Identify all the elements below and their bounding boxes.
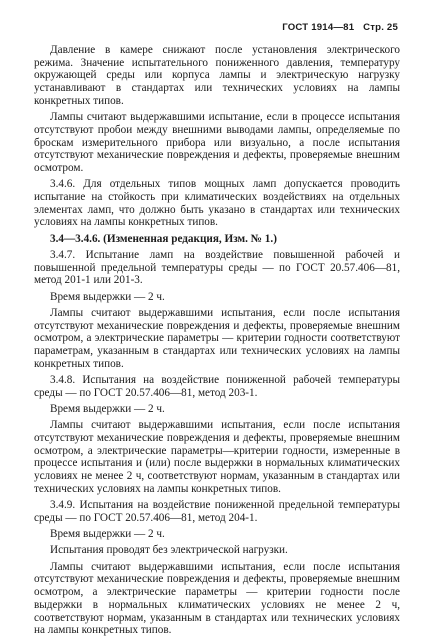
- standard-number: ГОСТ 1914—81: [282, 22, 355, 33]
- document-page: [34, 0, 400, 637]
- paragraph: 3.4.9. Испытания на воздействие пониженной предельной температуры среды — по ГОСТ 20.57.406—81, метод 204-1.: [34, 499, 400, 524]
- paragraph: Давление в камере снижают после установления электрического режима. Значение испытательного пониженного давления, температуру окружающей среды или корпуса лампы и электрическую нагрузку устанавливают в стандартах или технических условиях на лампы конкретных типов.: [34, 44, 400, 107]
- paragraph: 3.4.7. Испытание ламп на воздействие повышенной рабочей и повышенной предельной температуры среды — по ГОСТ 20.57.406—81, метод 201-1 или 201-3.: [34, 248, 400, 287]
- paragraph: Лампы считают выдержавшими испытания, если после испытания отсутствуют механические повреждения и дефекты, проверяемые внешним осмотром, а электрические параметры — критерии годности соответствуют параметрам, указанным в стандартах или технических условиях на лампы конкретных типов.: [34, 306, 400, 370]
- paragraph: Лампы считают выдержавшими испытания, если после испытания отсутствуют механические повреждения и дефекты, проверяемые внешним осмотром, а электрические параметры—критерии годности, измеренные в процессе испытания и (или) после выдержки в нормальных климатических условиях не менее 2 ч, соответствуют нормам, указанным в стандартах или технических условиях на лампы конкретных типов.: [34, 419, 400, 495]
- paragraph: Время выдержки — 2 ч.: [50, 403, 165, 416]
- page-number: Стр. 25: [363, 22, 398, 33]
- document-body: [34, 44, 400, 637]
- paragraph: Лампы считают выдержавшими испытание, если в процессе испытания отсутствуют пробои между внешними выводами лампы, определяемые по броскам измерительного прибора или визуально, а после испытания отсутствуют механические повреждения и дефекты, проверяемые внешним осмотром.: [34, 111, 400, 174]
- paragraph: Время выдержки — 2 ч.: [50, 528, 165, 541]
- paragraph: Лампы считают выдержавшими испытания, если после испытания отсутствуют механические повреждения и дефекты, проверяемые внешним осмотром, а электрические параметры — критерии годности после выдержки в нормальных климатических условиях не менее 2 ч, соответствуют нормам, указанным в стандартах или технических условиях на лампы конкретных типов.: [34, 560, 400, 637]
- paragraph: 3.4.8. Испытания на воздействие пониженной рабочей температуры среды — по ГОСТ 20.57.406—81, метод 203-1.: [34, 374, 400, 399]
- page-header: [282, 22, 398, 33]
- amendment-note: 3.4—3.4.6. (Измененная редакция, Изм. № 1.): [50, 232, 277, 245]
- paragraph: Время выдержки — 2 ч.: [50, 290, 165, 303]
- paragraph: 3.4.6. Для отдельных типов мощных ламп допускается проводить испытание на стойкость при климатических воздействиях на отдельных элементах ламп, что должно быть указано в стандартах или технических условиях на лампы конкретных типов.: [34, 178, 400, 229]
- paragraph: Испытания проводят без электрической нагрузки.: [50, 544, 288, 557]
